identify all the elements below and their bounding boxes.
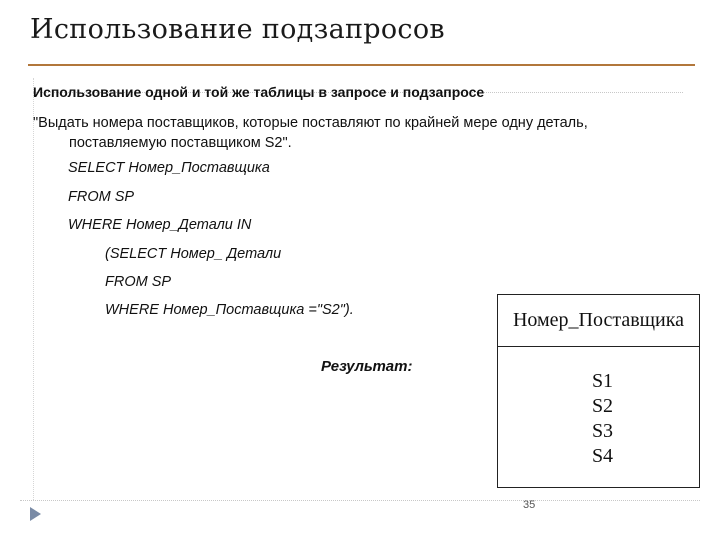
slide-subtitle: Использование одной и той же таблицы в запросе и подзапросе [33,84,485,100]
code-line: WHERE Номер_Поставщика ="S2"). [105,302,354,318]
slide-title: Использование подзапросов [30,14,445,45]
footer-guide [20,500,700,501]
table-row: S3 [591,420,614,442]
result-table [497,294,700,488]
table-row: S1 [591,370,614,392]
task-paragraph [33,113,683,153]
result-label: Результат: [321,358,413,375]
code-line: (SELECT Номер_ Детали [105,246,282,262]
table-row: S2 [591,395,614,417]
task-line-1: "Выдать номера поставщиков, которые поставляют по крайней мере одну деталь, [33,115,588,131]
code-line: FROM SP [105,274,172,290]
title-divider [28,64,695,66]
page-number: 35 [523,499,536,511]
table-row: S4 [591,445,614,467]
code-line: WHERE Номер_Детали IN [68,217,252,233]
result-table-body [498,347,699,469]
task-line-2: поставляемую поставщиком S2". [69,135,292,151]
code-line: FROM SP [68,189,135,205]
result-table-header: Номер_Поставщика [498,295,699,347]
triangle-arrow-icon [30,507,41,521]
code-line: SELECT Номер_Поставщика [68,160,270,176]
